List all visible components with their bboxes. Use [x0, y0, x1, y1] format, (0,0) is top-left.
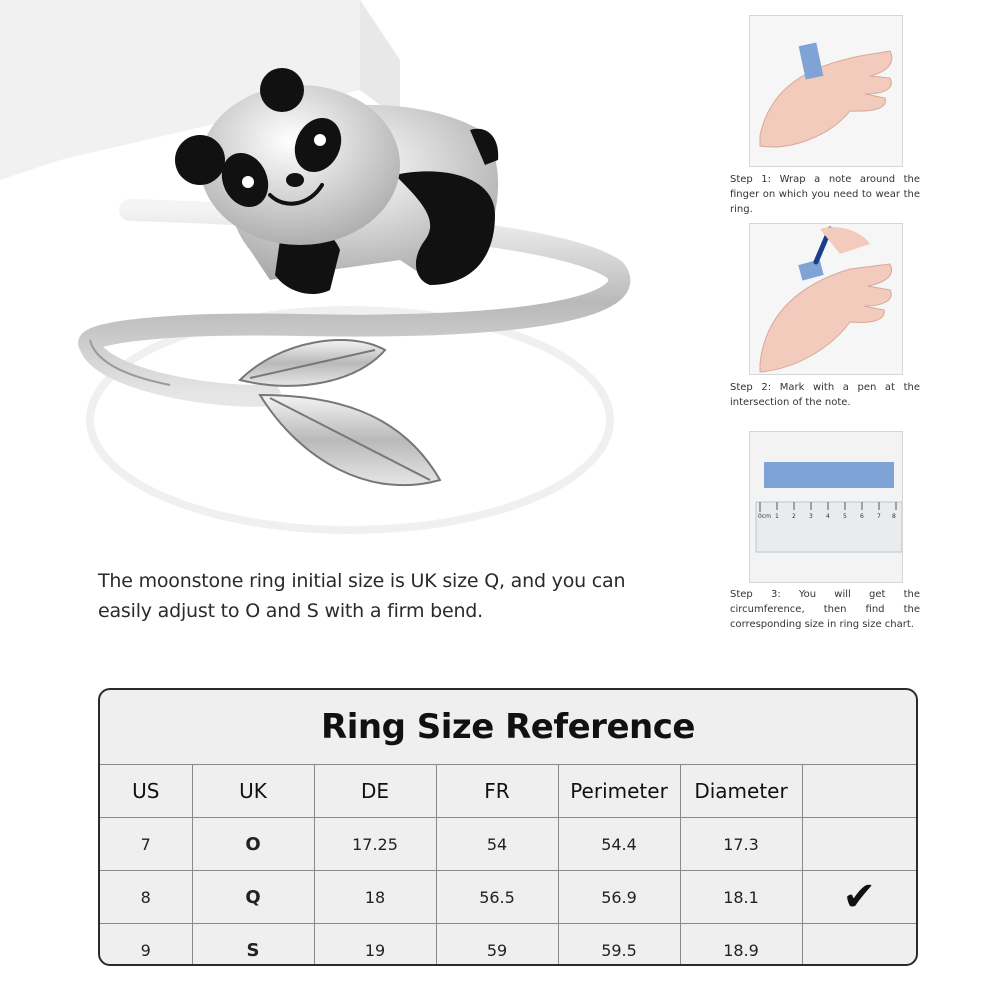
cell-diameter: 18.1	[680, 871, 802, 924]
cell-us: 8	[100, 871, 192, 924]
cell-uk: Q	[192, 871, 314, 924]
col-fr: FR	[436, 765, 558, 818]
cell-de: 19	[314, 924, 436, 967]
cell-de: 17.25	[314, 818, 436, 871]
step-1-text: Step 1: Wrap a note around the finger on which you need to wear the ring.	[730, 174, 920, 215]
col-uk: UK	[192, 765, 314, 818]
cell-fr: 54	[436, 818, 558, 871]
table-row	[100, 924, 916, 967]
cell-us: 7	[100, 818, 192, 871]
ruler-tick: 8	[892, 513, 896, 520]
ruler-tick: 6	[860, 513, 864, 520]
table-title: Ring Size Reference	[100, 690, 916, 765]
cell-perimeter: 56.9	[558, 871, 680, 924]
step-3-photo	[749, 431, 903, 583]
note-strip	[764, 462, 894, 488]
cell-mark	[802, 924, 916, 967]
cell-uk: O	[192, 818, 314, 871]
cell-de: 18	[314, 871, 436, 924]
size-grid	[100, 765, 916, 966]
ruler-tick: 0cm	[758, 513, 771, 520]
checkmark-icon: ✔	[802, 871, 916, 924]
col-diameter: Diameter	[680, 765, 802, 818]
table-row	[100, 871, 916, 924]
product-image	[0, 0, 650, 560]
ruler-tick: 2	[792, 513, 796, 520]
step-1-photo	[749, 15, 903, 167]
cell-diameter: 18.9	[680, 924, 802, 967]
cell-perimeter: 54.4	[558, 818, 680, 871]
ruler-tick: 3	[809, 513, 813, 520]
ruler-tick: 5	[843, 513, 847, 520]
col-de: DE	[314, 765, 436, 818]
cell-us: 9	[100, 924, 192, 967]
cell-fr: 59	[436, 924, 558, 967]
ruler-tick: 7	[877, 513, 881, 520]
header-row	[100, 765, 916, 818]
cell-perimeter: 59.5	[558, 924, 680, 967]
col-us: US	[100, 765, 192, 818]
ruler-tick: 4	[826, 513, 830, 520]
step-2-text: Step 2: Mark with a pen at the intersection of the note.	[730, 382, 920, 408]
cell-mark	[802, 818, 916, 871]
table-row	[100, 818, 916, 871]
col-mark	[802, 765, 916, 818]
cell-diameter: 17.3	[680, 818, 802, 871]
panda-ring-illustration	[0, 0, 650, 560]
ruler-tick: 1	[775, 513, 779, 520]
col-perimeter: Perimeter	[558, 765, 680, 818]
cell-uk: S	[192, 924, 314, 967]
cell-fr: 56.5	[436, 871, 558, 924]
ring-size-table	[98, 688, 918, 966]
step-3-text: Step 3: You will get the circumference, then find the corresponding size in ring size chart.	[730, 589, 920, 630]
ring-size-description: The moonstone ring initial size is UK size Q, and you can easily adjust to O and S with a firm bend.	[98, 570, 626, 622]
step-2-photo	[749, 223, 903, 375]
